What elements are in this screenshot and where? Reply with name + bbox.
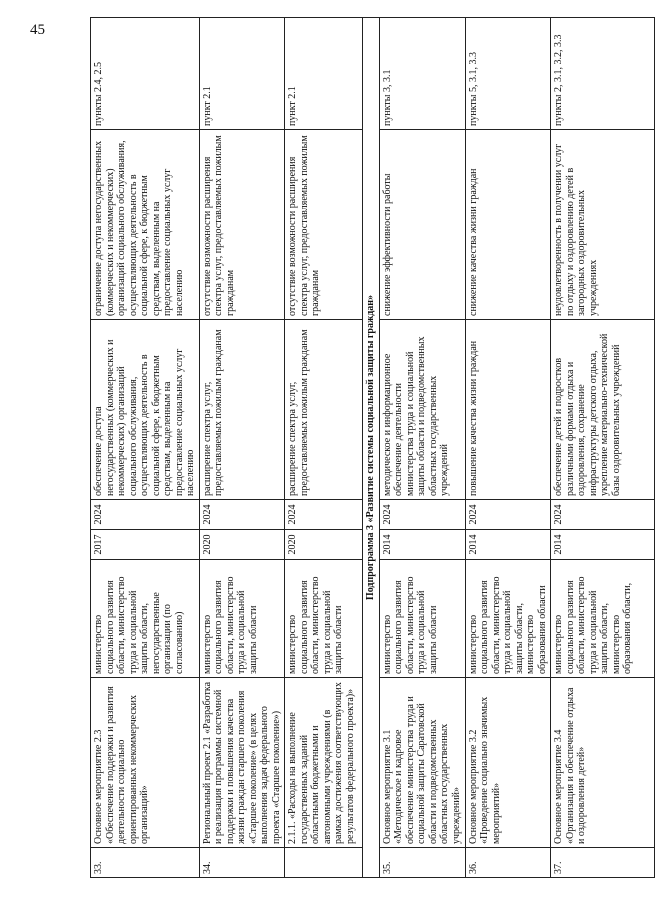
row-number: 36. bbox=[465, 848, 551, 878]
expected-result: расширение спектра услуг, предоставляемых пожилым гражданам bbox=[285, 320, 363, 500]
start-year: 2014 bbox=[379, 530, 465, 560]
non-implementation-consequence: снижение эффективности работы bbox=[379, 130, 465, 320]
event-name: Основное мероприятие 3.1 «Методическое и кадровое обеспечение министерства труда и социальной защиты Саратовской области и подведомственных областных государственных учреждений» bbox=[379, 678, 465, 848]
indicator-link: пункты 2.4, 2.5 bbox=[91, 18, 200, 130]
event-name: Основное мероприятие 3.2 «Проведение социально значимых мероприятий» bbox=[465, 678, 551, 848]
end-year: 2024 bbox=[199, 500, 285, 530]
executor: министерство социального развития области, министерство труда и социальной защиты области, министерство образования области bbox=[465, 560, 551, 678]
table-row bbox=[285, 18, 363, 878]
row-number bbox=[285, 848, 363, 878]
expected-result: методическое и информационное обеспечение деятельности министерства труда и социальной защиты области и подведомственных областных государственных учреждений bbox=[379, 320, 465, 500]
subprogram-header-row bbox=[363, 18, 380, 878]
end-year: 2024 bbox=[465, 500, 551, 530]
row-number: 34. bbox=[199, 848, 285, 878]
executor: министерство социального развития области, министерство труда и социальной защиты области bbox=[379, 560, 465, 678]
indicator-link: пункты 2, 3.1, 3.2, 3.3 bbox=[551, 18, 655, 130]
end-year: 2024 bbox=[379, 500, 465, 530]
non-implementation-consequence: отсутствие возможности расширения спектра услуг, предоставляемых пожилым гражданам bbox=[285, 130, 363, 320]
table-row bbox=[465, 18, 551, 878]
executor: министерство социального развития области, министерство труда и социальной защиты области bbox=[199, 560, 285, 678]
start-year: 2017 bbox=[91, 530, 200, 560]
table-row bbox=[91, 18, 200, 878]
end-year: 2024 bbox=[91, 500, 200, 530]
table-row bbox=[551, 18, 655, 878]
indicator-link: пункт 2.1 bbox=[285, 18, 363, 130]
row-number: 33. bbox=[91, 848, 200, 878]
indicator-link: пункты 3, 3.1 bbox=[379, 18, 465, 130]
row-number: 35. bbox=[379, 848, 465, 878]
table-row bbox=[379, 18, 465, 878]
start-year: 2020 bbox=[199, 530, 285, 560]
end-year: 2024 bbox=[551, 500, 655, 530]
event-name: Региональный проект 2.1 «Разработка и реализация программы системной поддержки и повышения качества жизни граждан старшего поколения «Старшее поколение» (в целях выполнения задач федерального проекта «Старшее поколение») bbox=[199, 678, 285, 848]
expected-result: обеспечение доступа негосударственных (коммерческих и некоммерческих) организаций социального обслуживания, осуществляющих деятельность в социальной сфере, к бюджетным средствам, выделенным на предоставление социальных услуг населению bbox=[91, 320, 200, 500]
indicator-link: пункты 5, 3.1, 3.3 bbox=[465, 18, 551, 130]
expected-result: повышение качества жизни граждан bbox=[465, 320, 551, 500]
expected-result: обеспечение детей и подростков различными формами отдыха и оздоровления, сохранение инфраструктуры детского отдыха, укрепление материально-технической базы оздоровительных учреждений bbox=[551, 320, 655, 500]
non-implementation-consequence: снижение качества жизни граждан bbox=[465, 130, 551, 320]
event-name: Основное мероприятие 3.4 «Организация и обеспечение отдыха и оздоровления детей» bbox=[551, 678, 655, 848]
start-year: 2014 bbox=[465, 530, 551, 560]
page-number: 45 bbox=[30, 22, 45, 38]
executor: министерство социального развития области, министерство труда и социальной защиты области, негосударственные организации (по согласованию) bbox=[91, 560, 200, 678]
indicator-link: пункт 2.1 bbox=[199, 18, 285, 130]
non-implementation-consequence: отсутствие возможности расширения спектра услуг, предоставляемых пожилым гражданам bbox=[199, 130, 285, 320]
non-implementation-consequence: неудовлетворенность в получении услуг по отдыху и оздоровлению детей в загородных оздоровительных учреждениях bbox=[551, 130, 655, 320]
executor: министерство социального развития области, министерство труда и социальной защиты области bbox=[285, 560, 363, 678]
start-year: 2014 bbox=[551, 530, 655, 560]
event-name: 2.1.1. «Расходы на выполнение государственных заданий областными бюджетными и автономными учреждениями (в рамках достижения соответствующих результатов федерального проекта)» bbox=[285, 678, 363, 848]
measures-table bbox=[90, 17, 655, 878]
table-row bbox=[199, 18, 285, 878]
expected-result: расширение спектра услуг, предоставляемых пожилым гражданам bbox=[199, 320, 285, 500]
table-frame bbox=[90, 18, 633, 878]
start-year: 2020 bbox=[285, 530, 363, 560]
end-year: 2024 bbox=[285, 500, 363, 530]
executor: министерство социального развития области, министерство труда и социальной защиты области, министерство образования области, bbox=[551, 560, 655, 678]
rotated-table-container bbox=[90, 18, 633, 878]
non-implementation-consequence: ограничение доступа негосударственных (коммерческих и некоммерческих) организаций социального обслуживания, осуществляющих деятельность в социальной сфере, к бюджетным средствам, выделенным на предоставление социальных услуг населению bbox=[91, 130, 200, 320]
row-number: 37. bbox=[551, 848, 655, 878]
subprogram-title: Подпрограмма 3 «Развитие системы социальной защиты граждан» bbox=[363, 18, 380, 878]
event-name: Основное мероприятие 2.3 «Обеспечение поддержки и развития деятельности социально ориентированных некоммерческих организаций» bbox=[91, 678, 200, 848]
